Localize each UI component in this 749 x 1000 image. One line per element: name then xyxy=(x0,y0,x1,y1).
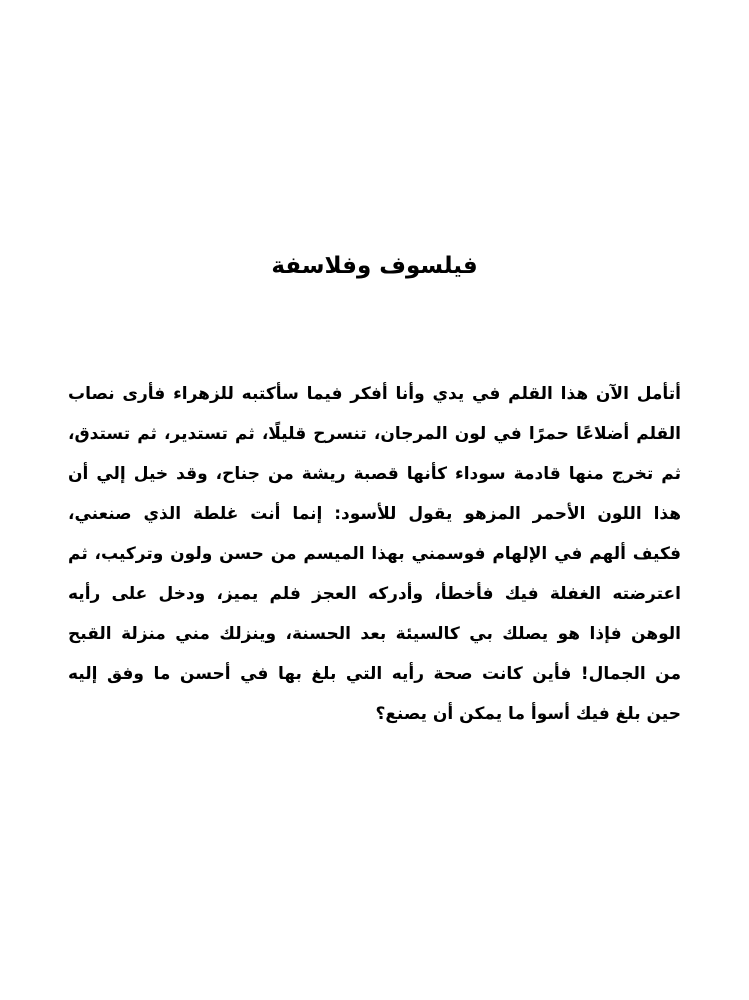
text-line: فكيف ألهم في الإلهام فوسمني بهذا الميسم من حسن ولون وتركيب، ثم xyxy=(68,544,681,564)
text-line: أتأمل الآن هذا القلم في يدي وأنا أفكر فيما سأكتبه للزهراء فأرى نصاب xyxy=(68,384,681,404)
text-line: حين بلغ فيك أسوأ ما يمكن أن يصنع؟ xyxy=(375,704,681,724)
text-line: القلم أضلاعًا حمرًا في لون المرجان، تنسرح قليلًا، ثم تستدير، ثم تستدق، xyxy=(68,424,681,444)
text-line: هذا اللون الأحمر المزهو يقول للأسود: إنما أنت غلطة الذي صنعني، xyxy=(68,504,681,524)
body-paragraph xyxy=(68,374,681,734)
document-title: فيلسوف وفلاسفة xyxy=(271,253,478,279)
text-line: الوهن فإذا هو يصلك بي كالسيئة بعد الحسنة، وينزلك مني منزلة القبح xyxy=(68,624,681,644)
text-line: ثم تخرج منها قادمة سوداء كأنها قصبة ريشة من جناح، وقد خيل إلي أن xyxy=(68,464,681,484)
text-line: من الجمال! فأين كانت صحة رأيه التي بلغ بها في أحسن ما وفق إليه xyxy=(68,664,681,684)
text-line: اعترضته الغفلة فيك فأخطأ، وأدركه العجز فلم يميز، ودخل على رأيه xyxy=(68,584,681,604)
